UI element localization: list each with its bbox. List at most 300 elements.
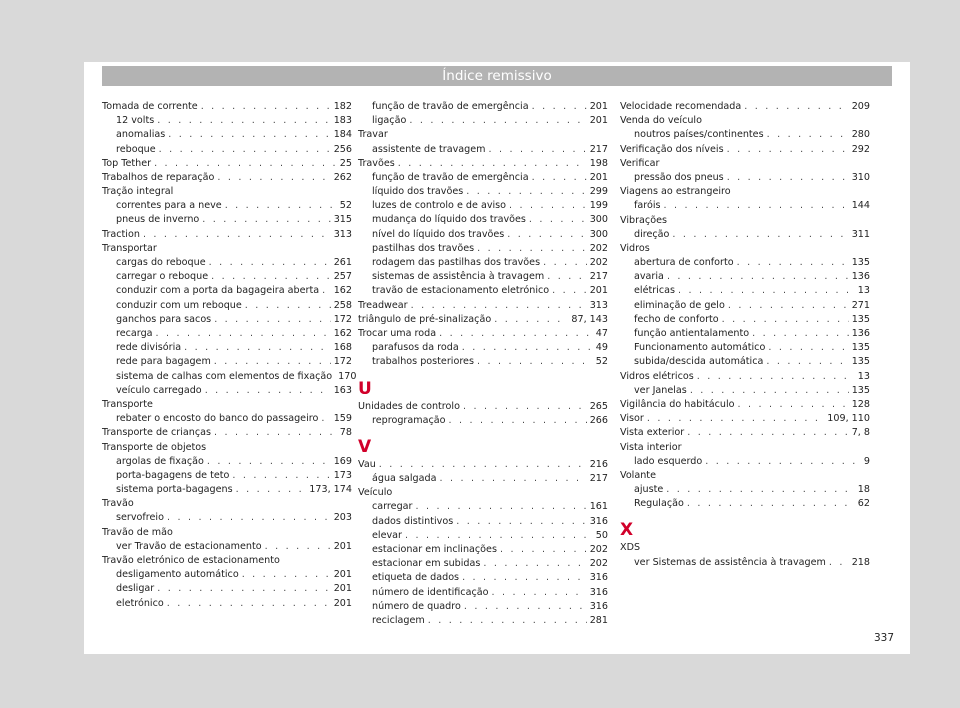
index-entry-term: estacionar em subidas (372, 558, 481, 570)
dot-leader (428, 614, 587, 628)
index-entry-page: 310 (851, 171, 870, 183)
index-entry-term: rede divisória (116, 342, 182, 354)
dot-leader (687, 426, 848, 440)
dot-leader (666, 483, 854, 497)
index-entry-page: 217 (589, 473, 608, 485)
index-entry (358, 501, 608, 515)
dot-leader (690, 384, 849, 398)
index-heading: Transportar (102, 242, 157, 254)
index-entry-page: 201 (589, 115, 608, 127)
dot-leader (483, 557, 586, 571)
index-entry (358, 557, 608, 571)
index-entry-page: 201 (589, 100, 608, 112)
index-entry-term: parafusos da roda (372, 342, 459, 354)
index-entry (620, 299, 870, 313)
dot-leader (744, 100, 848, 114)
index-entry (620, 412, 870, 426)
index-entry-term: eliminação de gelo (634, 299, 725, 311)
index-entry-page: 316 (589, 586, 608, 598)
index-entry (102, 341, 352, 355)
index-column-3 (620, 100, 870, 570)
index-entry (620, 143, 870, 157)
dot-leader (737, 256, 849, 270)
index-entry (358, 171, 608, 185)
dot-leader (547, 270, 586, 284)
index-entry-term: Velocidade recomendada (620, 100, 742, 112)
dot-leader (664, 199, 849, 213)
index-entry-page: 261 (333, 257, 352, 269)
index-entry-page: 257 (333, 271, 352, 283)
dot-leader (727, 143, 849, 157)
index-heading: Volante (620, 469, 656, 481)
index-entry (620, 270, 870, 284)
index-entry-term: Trocar uma roda (358, 327, 437, 339)
dot-leader (728, 299, 849, 313)
index-entry-term: ver Janelas (634, 384, 687, 396)
index-entry-page: 201 (333, 569, 352, 581)
index-entry-term: desligar (116, 583, 155, 595)
index-entry-term: abertura de conforto (634, 257, 734, 269)
index-entry-term: travão de estacionamento eletrónico (372, 285, 550, 297)
index-entry-page: 13 (857, 370, 870, 382)
index-heading: Transporte de objetos (102, 441, 207, 453)
index-entry-term: ver Travão de estacionamento (116, 540, 262, 552)
dot-leader (552, 284, 587, 298)
index-entry-page: 136 (851, 327, 870, 339)
index-entry (102, 327, 352, 341)
index-entry-term: avaria (634, 271, 664, 283)
index-entry (102, 597, 352, 611)
dot-leader (500, 543, 587, 557)
index-entry-page: 135 (851, 313, 870, 325)
index-entry-page: 258 (333, 299, 352, 311)
index-heading: Tração integral (102, 186, 174, 198)
index-entry (620, 355, 870, 369)
index-entry-page: 300 (589, 228, 608, 240)
dot-leader (678, 284, 855, 298)
index-entry-term: ajuste (634, 484, 664, 496)
index-entry-page: 209 (851, 100, 870, 112)
dot-leader (225, 199, 337, 213)
index-entry-page: 182 (333, 100, 352, 112)
index-entry-page: 13 (857, 285, 870, 297)
index-heading: Veículo (358, 487, 393, 499)
index-entry-term: Vigilância do habitáculo (620, 398, 735, 410)
index-entry-page: 135 (851, 342, 870, 354)
index-entry-page: 217 (589, 143, 608, 155)
index-entry-page: 163 (333, 384, 352, 396)
index-entry-term: conduzir com a porta da bagageira aberta (116, 285, 320, 297)
index-entry-page: 281 (589, 614, 608, 626)
index-entry-term: água salgada (372, 473, 437, 485)
index-entry-page: 201 (333, 597, 352, 609)
index-entry (102, 568, 352, 582)
index-entry-term: função antientalamento (634, 327, 750, 339)
index-entry-page: 316 (589, 515, 608, 527)
index-entry-page: 78 (339, 427, 352, 439)
index-column-1 (102, 100, 357, 611)
index-entry (102, 199, 352, 213)
index-entry (358, 355, 608, 369)
index-entry-term: elétricas (634, 285, 675, 297)
dot-leader (211, 270, 331, 284)
dot-leader (532, 171, 587, 185)
index-entry-page: 50 (595, 529, 608, 541)
index-entry-term: rebater o encosto do banco do passageiro (116, 413, 319, 425)
index-entry-term: sistemas de assistência à travagem (372, 271, 545, 283)
index-entry-term: rede para bagagem (116, 356, 211, 368)
dot-leader (829, 556, 849, 570)
index-entry (102, 143, 352, 157)
dot-leader (214, 426, 337, 440)
index-entry-term: faróis (634, 200, 661, 212)
index-entry-term: porta-bagagens de teto (116, 469, 230, 481)
index-entry (102, 228, 352, 242)
dot-leader (766, 355, 848, 369)
index-entry (102, 313, 352, 327)
index-entry (358, 341, 608, 355)
index-entry-page: 172 (333, 313, 352, 325)
dot-leader (156, 327, 331, 341)
dot-leader (439, 472, 586, 486)
index-entry-page: 315 (333, 214, 352, 226)
dot-leader (265, 540, 331, 554)
index-page (84, 62, 910, 654)
dot-leader (167, 511, 331, 525)
index-entry (358, 571, 608, 585)
index-entry-term: Vidros elétricos (620, 370, 694, 382)
index-entry-page: 202 (589, 257, 608, 269)
index-entry-term: reboque (116, 143, 156, 155)
dot-leader (647, 412, 824, 426)
dot-leader (532, 100, 587, 114)
dot-leader (321, 412, 330, 426)
index-entry (620, 497, 870, 511)
index-entry-page: 135 (851, 356, 870, 368)
dot-leader (667, 270, 849, 284)
dot-leader (529, 213, 587, 227)
index-entry (102, 483, 352, 497)
index-entry (358, 414, 608, 428)
index-entry (620, 398, 870, 412)
dot-leader (456, 515, 586, 529)
index-entry-term: elevar (372, 529, 402, 541)
index-entry (358, 299, 608, 313)
dot-leader (464, 600, 587, 614)
index-entry-page: 109, 110 (827, 413, 870, 425)
index-heading: Verificar (620, 157, 660, 169)
dot-leader (157, 582, 330, 596)
dot-leader (411, 299, 587, 313)
index-entry-term: pastilhas dos travões (372, 242, 475, 254)
index-entry-term: assistente de travagem (372, 143, 486, 155)
index-entry-page: 87, 143 (571, 313, 608, 325)
index-entry-term: pneus de inverno (116, 214, 200, 226)
dot-leader (217, 171, 330, 185)
index-entry (102, 128, 352, 142)
dot-leader (207, 455, 331, 469)
index-entry-page: 262 (333, 171, 352, 183)
index-entry-term: função de travão de emergência (372, 171, 529, 183)
index-entry-page: 136 (851, 271, 870, 283)
index-entry (620, 313, 870, 327)
index-entry-term: Traction (102, 228, 140, 240)
index-entry (102, 370, 357, 384)
index-entry (358, 270, 608, 284)
dot-leader (492, 586, 587, 600)
index-entry-page: 218 (851, 556, 870, 568)
index-entry-page: 128 (851, 398, 870, 410)
index-entry (358, 515, 608, 529)
index-entry (358, 529, 608, 543)
dot-leader (157, 114, 330, 128)
index-entry-page: 144 (851, 200, 870, 212)
index-entry-term: conduzir com um reboque (116, 299, 242, 311)
index-entry (620, 384, 870, 398)
index-entry-term: etiqueta de dados (372, 572, 460, 584)
index-entry (620, 483, 870, 497)
index-entry (102, 582, 352, 596)
index-entry-term: Verificação dos níveis (620, 143, 724, 155)
index-entry (102, 299, 352, 313)
index-entry-term: Funcionamento automático (634, 342, 766, 354)
index-entry-page: 7, 8 (851, 427, 870, 439)
index-entry (358, 327, 608, 341)
index-entry (102, 426, 352, 440)
dot-leader (398, 157, 587, 171)
dot-leader (168, 128, 330, 142)
dot-leader (727, 171, 849, 185)
index-entry-page: 159 (333, 413, 352, 425)
index-entry (620, 426, 870, 440)
index-heading: Transporte (102, 398, 153, 410)
index-entry-term: luzes de controlo e de aviso (372, 200, 507, 212)
index-entry-term: Tomada de corrente (102, 100, 198, 112)
dot-leader (752, 327, 849, 341)
dot-leader (462, 571, 587, 585)
index-heading: Viagens ao estrangeiro (620, 186, 731, 198)
dot-leader (214, 355, 331, 369)
dot-leader (201, 100, 331, 114)
dot-leader (466, 185, 586, 199)
index-entry-term: noutros países/continentes (634, 129, 764, 141)
index-entry-page: 168 (333, 342, 352, 354)
index-entry-page: 18 (857, 484, 870, 496)
index-entry-term: ligação (372, 115, 407, 127)
index-entry (358, 400, 608, 414)
index-entry-term: fecho de conforto (634, 313, 719, 325)
index-entry (102, 100, 352, 114)
index-entry-page: 300 (589, 214, 608, 226)
index-entry-term: veículo carregado (116, 384, 202, 396)
index-entry (358, 100, 608, 114)
index-entry-term: número de identificação (372, 586, 489, 598)
index-entry-term: desligamento automático (116, 569, 239, 581)
index-entry-term: cargas do reboque (116, 257, 206, 269)
index-entry-term: ver Sistemas de assistência à travagem (634, 556, 826, 568)
index-entry (358, 614, 608, 628)
index-entry-page: 172 (333, 356, 352, 368)
page-header-title: Índice remissivo (102, 66, 892, 86)
index-entry-term: carregar (372, 501, 413, 513)
index-heading: Travão eletrónico de estacionamento (102, 555, 280, 566)
index-heading: Vista interior (620, 441, 682, 453)
index-entry-term: estacionar em inclinações (372, 544, 497, 556)
dot-leader (205, 384, 331, 398)
index-entry-page: 49 (595, 342, 608, 354)
index-heading: Travar (358, 129, 388, 141)
index-entry-term: Travões (358, 157, 395, 169)
index-entry-page: 266 (589, 414, 608, 426)
dot-leader (722, 313, 849, 327)
dot-leader (232, 469, 330, 483)
index-entry-page: 135 (851, 384, 870, 396)
index-entry-term: direção (634, 228, 670, 240)
index-heading: XDS (620, 542, 641, 554)
dot-leader (543, 256, 587, 270)
index-entry (620, 556, 870, 570)
index-entry (620, 128, 870, 142)
index-entry-page: 162 (333, 327, 352, 339)
dot-leader (242, 568, 331, 582)
index-entry (102, 256, 352, 270)
index-entry-page: 316 (589, 572, 608, 584)
index-entry-page: 256 (333, 143, 352, 155)
index-entry (358, 543, 608, 557)
index-entry-page: 173, 174 (309, 484, 352, 496)
index-entry-term: Unidades de controlo (358, 400, 460, 412)
index-entry-page: 184 (333, 129, 352, 141)
index-entry-page: 265 (589, 400, 608, 412)
index-entry-term: reprogramação (372, 414, 446, 426)
index-entry-page: 161 (589, 501, 608, 513)
index-entry-page: 169 (333, 455, 352, 467)
index-entry-page: 170 (338, 370, 357, 382)
index-entry-page: 162 (333, 285, 352, 297)
index-entry-page: 216 (589, 458, 608, 470)
index-entry-term: eletrónico (116, 597, 164, 609)
dot-leader (507, 228, 586, 242)
index-entry-term: Top Tether (102, 157, 152, 169)
index-entry (102, 412, 352, 426)
index-entry-term: 12 volts (116, 115, 155, 127)
index-entry (358, 157, 608, 171)
index-entry-page: 25 (339, 157, 352, 169)
index-entry-term: Vista exterior (620, 427, 685, 439)
index-entry-page: 201 (333, 540, 352, 552)
index-entry (620, 284, 870, 298)
dot-leader (449, 414, 587, 428)
index-entry-page: 201 (589, 171, 608, 183)
index-entry-term: carregar o reboque (116, 271, 209, 283)
index-entry-page: 217 (589, 271, 608, 283)
dot-leader (322, 284, 331, 298)
index-entry-term: anomalias (116, 129, 166, 141)
index-entry (358, 458, 608, 472)
index-entry-page: 202 (589, 544, 608, 556)
index-entry-page: 183 (333, 115, 352, 127)
index-entry (358, 185, 608, 199)
index-entry (102, 114, 352, 128)
dot-leader (439, 327, 593, 341)
page-number: 337 (873, 632, 894, 644)
index-entry (102, 157, 352, 171)
dot-leader (705, 455, 861, 469)
index-entry-page: 201 (589, 285, 608, 297)
index-letter-heading: X (620, 520, 634, 541)
index-entry-page: 202 (589, 242, 608, 254)
index-entry-term: triângulo de pré-sinalização (358, 313, 492, 325)
dot-leader (245, 299, 331, 313)
index-entry-page: 280 (851, 129, 870, 141)
dot-leader (687, 497, 855, 511)
index-entry-page: 52 (339, 200, 352, 212)
index-entry (358, 600, 608, 614)
index-entry-term: servofreio (116, 512, 164, 524)
dot-leader (159, 143, 331, 157)
dot-leader (477, 355, 593, 369)
index-entry (620, 100, 870, 114)
dot-leader (409, 114, 586, 128)
index-entry-term: rodagem das pastilhas dos travões (372, 257, 541, 269)
index-entry-term: número de quadro (372, 600, 461, 612)
dot-leader (509, 199, 587, 213)
dot-leader (143, 228, 331, 242)
index-entry-term: Regulação (634, 498, 684, 510)
index-entry-term: sistema de calhas com elementos de fixação (116, 370, 333, 382)
index-entry-term: líquido dos travões (372, 186, 464, 198)
index-entry-page: 199 (589, 200, 608, 212)
index-column-2 (358, 100, 608, 628)
dot-leader (768, 341, 848, 355)
index-entry-term: Trabalhos de reparação (102, 171, 215, 183)
dot-leader (202, 213, 330, 227)
dot-leader (672, 228, 848, 242)
dot-leader (767, 128, 849, 142)
index-entry (620, 256, 870, 270)
index-letter-heading: V (358, 436, 372, 457)
index-entry-term: Treadwear (358, 299, 408, 311)
index-entry-page: 173 (333, 469, 352, 481)
index-entry-page: 203 (333, 512, 352, 524)
index-entry-term: ganchos para sacos (116, 313, 212, 325)
index-entry (620, 228, 870, 242)
index-entry (620, 341, 870, 355)
index-entry-page: 198 (589, 157, 608, 169)
dot-leader (463, 400, 587, 414)
index-entry (358, 284, 608, 298)
index-entry (620, 370, 870, 384)
index-entry (102, 355, 352, 369)
index-entry-term: pressão dos pneus (634, 171, 724, 183)
index-entry-term: nível do líquido dos travões (372, 228, 505, 240)
index-entry (102, 171, 352, 185)
index-entry-page: 52 (595, 356, 608, 368)
dot-leader (697, 370, 855, 384)
dot-leader (405, 529, 593, 543)
index-heading: Vibrações (620, 214, 667, 226)
index-entry (358, 199, 608, 213)
index-entry-page: 316 (589, 600, 608, 612)
index-entry (358, 586, 608, 600)
index-entry-term: argolas de fixação (116, 455, 204, 467)
index-entry-term: correntes para a neve (116, 200, 222, 212)
index-entry-page: 62 (857, 498, 870, 510)
index-heading: Travão de mão (102, 526, 173, 538)
index-entry-page: 47 (595, 327, 608, 339)
index-heading: Venda do veículo (620, 115, 702, 127)
index-entry-page: 311 (851, 228, 870, 240)
